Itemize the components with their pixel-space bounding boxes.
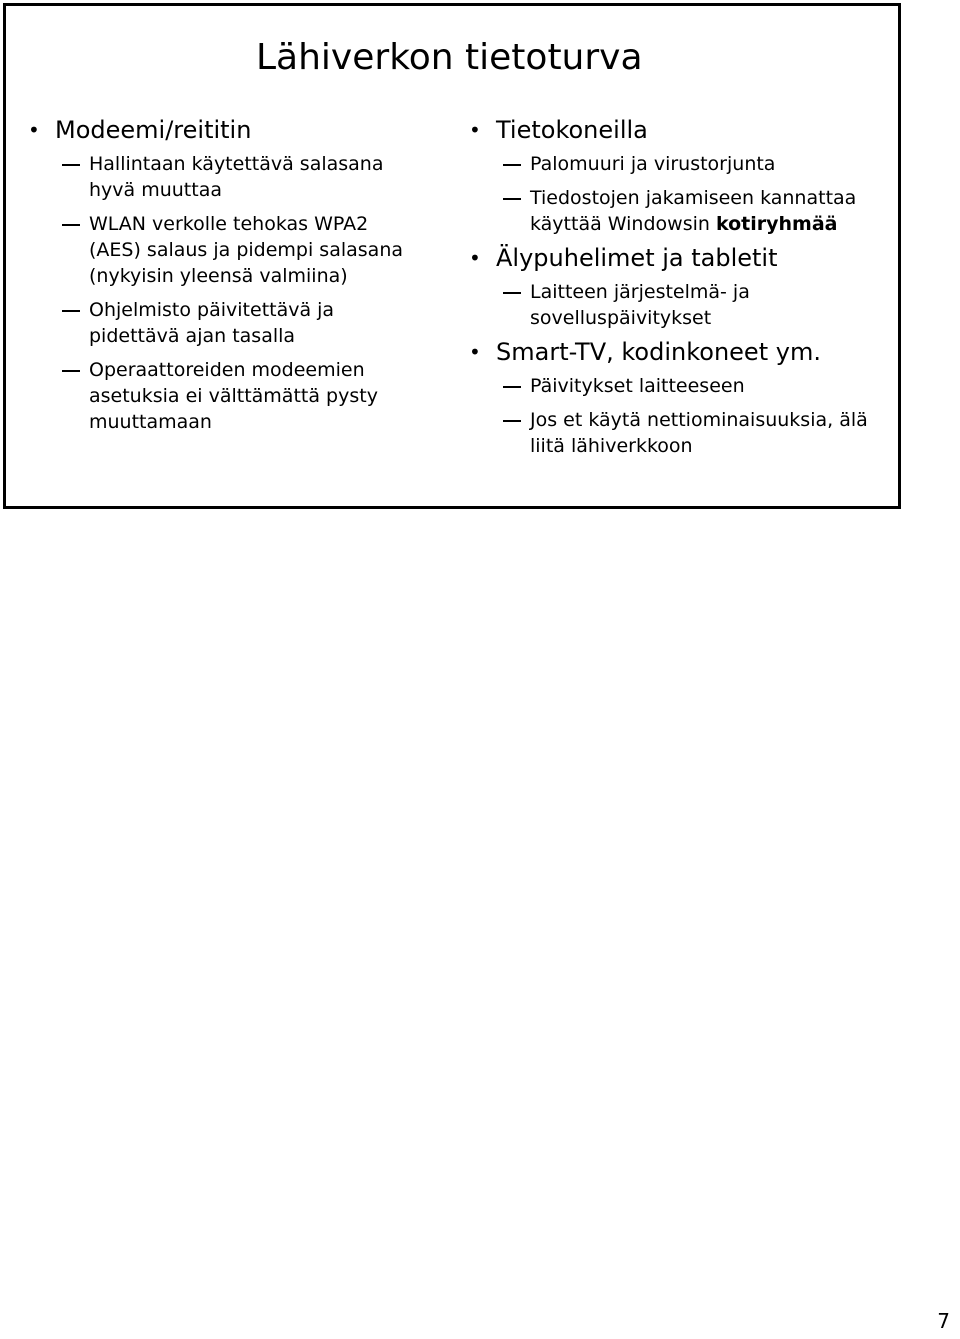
sub-item	[469, 373, 901, 399]
bullet-dot-icon: •	[469, 118, 481, 142]
bullet-item	[28, 115, 438, 145]
bullet-label: Smart-TV, kodinkoneet ym.	[496, 338, 821, 366]
right-column	[469, 115, 901, 465]
sub-item	[28, 357, 438, 435]
sub-line: Palomuuri ja virustorjunta	[530, 153, 776, 175]
sub-line: Laitteen järjestelmä- ja	[530, 281, 750, 303]
slide-frame	[3, 3, 901, 509]
slide-title: Lähiverkon tietoturva	[256, 37, 643, 78]
sub-item	[469, 407, 901, 459]
sub-item	[28, 211, 438, 289]
sub-item	[28, 151, 438, 203]
sub-item	[469, 279, 901, 331]
bullet-label: Älypuhelimet ja tabletit	[496, 244, 778, 272]
sub-list	[28, 151, 438, 435]
sub-line: Tiedostojen jakamiseen kannattaa	[530, 187, 857, 209]
dash-icon	[62, 224, 80, 226]
sub-list	[469, 151, 901, 237]
bullet-label: Tietokoneilla	[496, 116, 648, 144]
sub-line: hyvä muuttaa	[89, 179, 222, 201]
sub-line: Hallintaan käytettävä salasana	[89, 153, 384, 175]
sub-item	[469, 185, 901, 237]
sub-item	[469, 151, 901, 177]
dash-icon	[503, 386, 521, 388]
sub-line: (nykyisin yleensä valmiina)	[89, 265, 348, 287]
left-column	[28, 115, 438, 441]
sub-list	[469, 373, 901, 459]
sub-item	[28, 297, 438, 349]
bullet-label: Modeemi/reititin	[55, 116, 252, 144]
sub-line-bold: kotiryhmää	[715, 213, 838, 235]
bullet-dot-icon: •	[469, 246, 481, 270]
bullet-item	[469, 337, 901, 367]
bullet-item	[469, 115, 901, 145]
sub-line: muuttamaan	[89, 411, 212, 433]
sub-line: asetuksia ei välttämättä pysty	[89, 385, 378, 407]
dash-icon	[503, 292, 521, 294]
sub-line: WLAN verkolle tehokas WPA2	[89, 213, 369, 235]
bullet-dot-icon: •	[469, 340, 481, 364]
page-number: 7	[937, 1309, 950, 1333]
dash-icon	[62, 370, 80, 372]
dash-icon	[503, 198, 521, 200]
dash-icon	[503, 420, 521, 422]
bullet-item	[469, 243, 901, 273]
sub-line: (AES) salaus ja pidempi salasana	[89, 239, 404, 261]
bullet-smartphones	[469, 243, 901, 331]
sub-line: liitä lähiverkkoon	[530, 435, 693, 457]
sub-line-mixed	[530, 211, 901, 237]
bullet-modem	[28, 115, 438, 435]
sub-line: Ohjelmisto päivitettävä ja	[89, 299, 335, 321]
sub-line: Operaattoreiden modeemien	[89, 359, 365, 381]
bullet-dot-icon: •	[28, 118, 40, 142]
dash-icon	[503, 164, 521, 166]
sub-line: sovelluspäivitykset	[530, 307, 712, 329]
bullet-smart-tv	[469, 337, 901, 459]
sub-line: pidettävä ajan tasalla	[89, 325, 296, 347]
dash-icon	[62, 310, 80, 312]
dash-icon	[62, 164, 80, 166]
sub-line: Päivitykset laitteeseen	[530, 375, 745, 397]
sub-line-prefix: käyttää Windowsin	[530, 213, 716, 235]
bullet-computers	[469, 115, 901, 237]
sub-line: Jos et käytä nettiominaisuuksia, älä	[530, 409, 868, 431]
sub-list	[469, 279, 901, 331]
